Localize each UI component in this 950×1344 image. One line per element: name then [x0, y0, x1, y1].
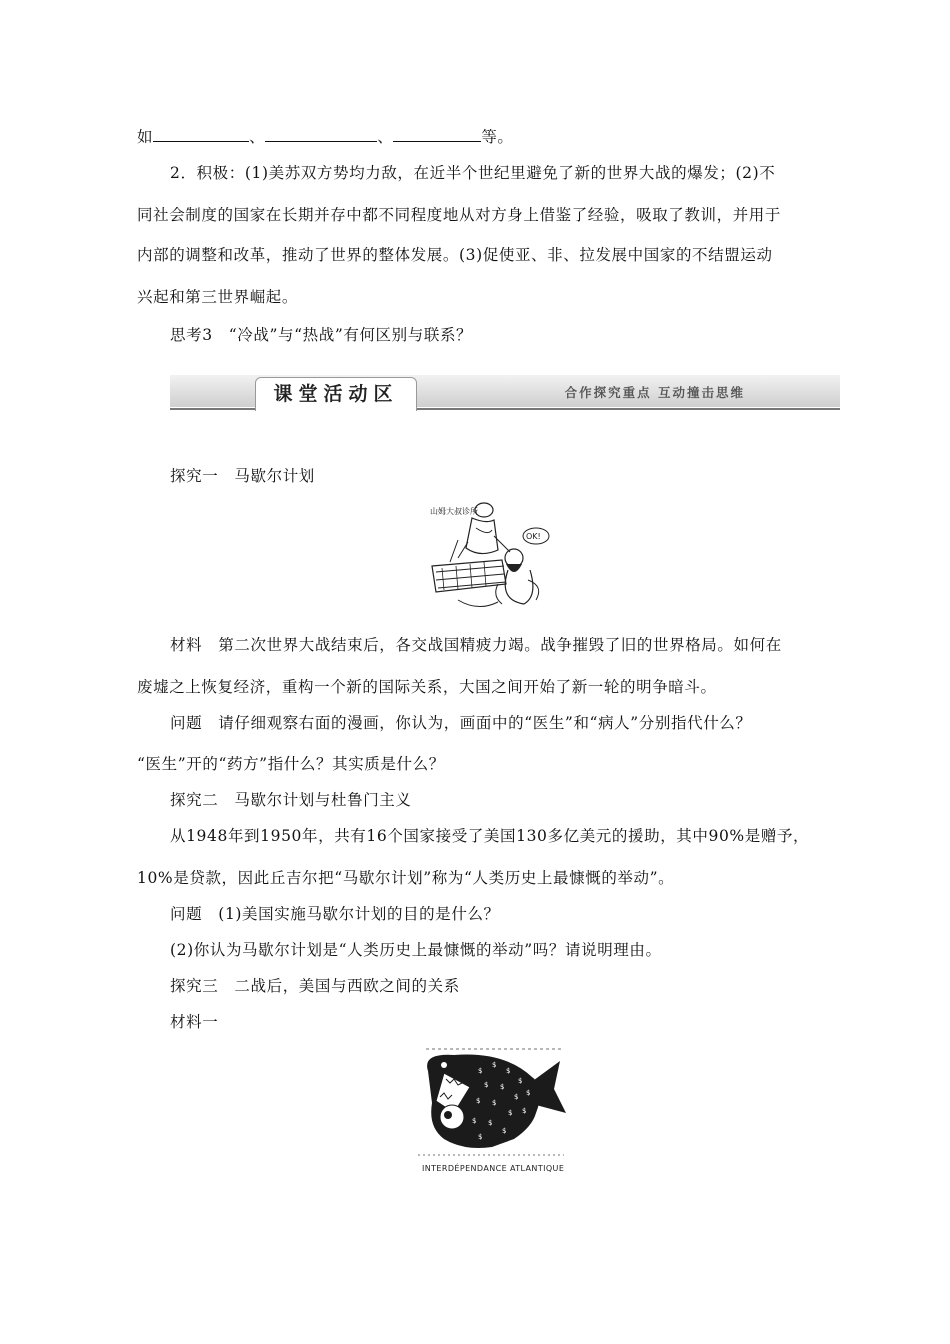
svg-text:$: $ — [502, 1127, 507, 1135]
explore3-material-label: 材料一 — [170, 1013, 219, 1031]
separator: 、 — [249, 128, 266, 146]
blank-3[interactable] — [393, 127, 481, 142]
svg-text:$: $ — [478, 1067, 483, 1075]
svg-text:$: $ — [508, 1109, 513, 1117]
fill-in-line — [137, 127, 514, 147]
whale-cartoon-drawing — [414, 1043, 570, 1175]
clinic-sign: 山姆大叔诊所 — [430, 507, 478, 516]
explore2-text-line2: 10%是贷款，因此丘吉尔把“马歇尔计划”称为“人类历史上最慷慨的举动”。 — [137, 869, 675, 887]
doctor-cartoon-drawing — [428, 500, 560, 618]
doctor-cartoon — [428, 500, 560, 618]
svg-text:$: $ — [500, 1083, 505, 1091]
line-suffix: 等。 — [481, 128, 514, 146]
svg-text:$: $ — [478, 1133, 483, 1141]
svg-text:$: $ — [492, 1061, 497, 1069]
point2-line3: 内部的调整和改革，推动了世界的整体发展。(3)促使亚、非、拉发展中国家的不结盟运动 — [137, 246, 773, 264]
whale-cartoon-caption: INTERDÉPENDANCE ATLANTIQUE — [422, 1164, 565, 1173]
svg-text:$: $ — [472, 1117, 477, 1125]
svg-text:$: $ — [476, 1097, 481, 1105]
speech-bubble: OK! — [526, 532, 541, 541]
point2-line1: 2．积极：(1)美苏双方势均力敌，在近半个世纪里避免了新的世界大战的爆发；(2)不 — [170, 164, 776, 182]
svg-text:$: $ — [488, 1119, 493, 1127]
explore1-material-line1: 材料 第二次世界大战结束后，各交战国精疲力竭。战争摧毁了旧的世界格局。如何在 — [170, 636, 782, 654]
blank-2[interactable] — [265, 127, 377, 142]
section-banner — [170, 375, 840, 411]
think3-question: 思考3 “冷战”与“热战”有何区别与联系？ — [170, 326, 473, 344]
explore3-heading: 探究三 二战后，美国与西欧之间的关系 — [170, 977, 460, 995]
explore2-question-1: 问题 (1)美国实施马歇尔计划的目的是什么？ — [170, 905, 500, 923]
point2-line4: 兴起和第三世界崛起。 — [137, 288, 299, 306]
explore1-heading: 探究一 马歇尔计划 — [170, 467, 315, 485]
banner-subtitle: 合作探究重点 互动撞击思维 — [564, 385, 745, 400]
svg-text:$: $ — [492, 1099, 497, 1107]
blank-1[interactable] — [153, 127, 249, 142]
banner-title: 课堂活动区 — [255, 377, 417, 411]
svg-text:$: $ — [506, 1067, 511, 1075]
svg-text:$: $ — [484, 1081, 489, 1089]
explore2-question-2: (2)你认为马歇尔计划是“人类历史上最慷慨的举动”吗？请说明理由。 — [170, 941, 662, 959]
separator: 、 — [377, 128, 394, 146]
svg-text:$: $ — [514, 1093, 519, 1101]
line-prefix: 如 — [137, 128, 154, 146]
svg-text:$: $ — [522, 1107, 527, 1115]
point2-line2: 同社会制度的国家在长期并存中都不同程度地从对方身上借鉴了经验，吸取了教训，并用于 — [137, 206, 782, 224]
whale-cartoon — [414, 1043, 570, 1175]
explore2-text-line1: 从1948年到1950年，共有16个国家接受了美国130多亿美元的援助，其中90%是赠予， — [170, 827, 810, 845]
explore1-material-line2: 废墟之上恢复经济，重构一个新的国际关系，大国之间开始了新一轮的明争暗斗。 — [137, 678, 717, 696]
explore2-heading: 探究二 马歇尔计划与杜鲁门主义 — [170, 791, 412, 809]
svg-text:$: $ — [526, 1089, 531, 1097]
explore1-question-line2: “医生”开的“药方”指什么？其实质是什么？ — [137, 755, 445, 773]
explore1-question-line1: 问题 请仔细观察右面的漫画，你认为，画面中的“医生”和“病人”分别指代什么？ — [170, 714, 752, 732]
svg-text:$: $ — [518, 1077, 523, 1085]
